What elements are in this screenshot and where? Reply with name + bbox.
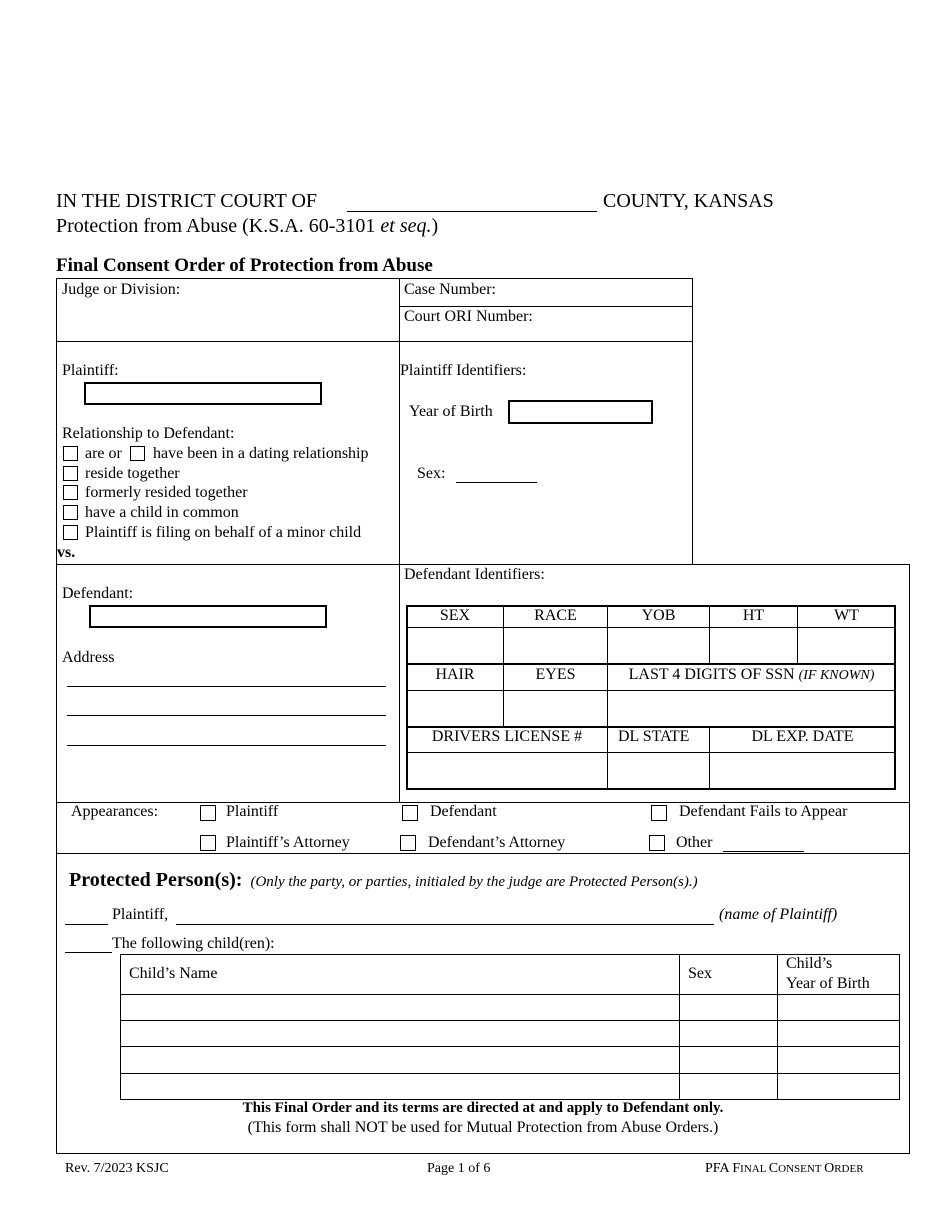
defendant-label: Defendant: <box>62 585 134 602</box>
form-name-onsent: ONSENT <box>778 1163 825 1175</box>
relationship-label: Relationship to Defendant: <box>62 425 235 442</box>
defendant-identifiers-table <box>406 605 896 790</box>
county-suffix: COUNTY, KANSAS <box>603 190 774 212</box>
plaintiff-name-input[interactable] <box>84 382 322 405</box>
col-child-sex: Sex <box>688 965 712 982</box>
box-border <box>56 341 693 342</box>
box-border <box>56 564 910 565</box>
rel-reside-checkbox[interactable] <box>63 466 78 481</box>
subtitle-close: ) <box>431 215 439 237</box>
year-of-birth-label: Year of Birth <box>409 403 493 420</box>
table-rule <box>679 954 680 1100</box>
judge-division-label: Judge or Division: <box>62 281 181 298</box>
protected-note: (Only the party, or parties, initialed by the judge are Protected Person(s).) <box>250 874 698 890</box>
box-border <box>56 278 57 1154</box>
box-border <box>399 278 400 803</box>
ssn-label: LAST 4 DIGITS OF SSN <box>628 666 799 683</box>
appear-defendant-checkbox[interactable] <box>402 805 418 821</box>
col-hair: HAIR <box>435 666 475 683</box>
form-name-c: C <box>768 1161 779 1176</box>
children-table <box>120 954 900 1100</box>
col-child-yob-2: Year of Birth <box>786 975 870 992</box>
box-border <box>56 278 693 279</box>
col-child-yob-1: Child’s <box>786 955 833 972</box>
rel-minor-checkbox[interactable] <box>63 525 78 540</box>
col-eyes: EYES <box>535 666 576 683</box>
form-name-o: O <box>824 1161 835 1176</box>
plaintiff-sex-blank[interactable] <box>456 482 537 483</box>
protected-plaintiff-label: Plaintiff, <box>112 906 169 923</box>
appear-other-label: Other <box>676 834 713 851</box>
plaintiff-sex-label: Sex: <box>417 465 446 482</box>
appear-plaintiff-label: Plaintiff <box>226 803 279 820</box>
rel-formerly-label: formerly resided together <box>85 484 248 501</box>
subtitle-main: Protection from Abuse (K.S.A. 60-3101 <box>56 215 381 237</box>
name-of-plaintiff-note: (name of Plaintiff) <box>719 906 838 923</box>
table-rule <box>406 627 896 628</box>
county-blank[interactable] <box>347 211 597 212</box>
address-line-3[interactable] <box>67 745 386 746</box>
table-rule <box>120 994 900 995</box>
box-border <box>399 306 693 307</box>
court-ori-label: Court ORI Number: <box>404 308 533 325</box>
rel-are-checkbox[interactable] <box>63 446 78 461</box>
ssn-if-known: (IF KNOWN) <box>798 668 875 683</box>
form-name <box>705 1161 864 1177</box>
box-border <box>56 1153 910 1154</box>
col-wt: WT <box>834 607 859 624</box>
col-race: RACE <box>534 607 577 624</box>
table-rule <box>406 663 896 665</box>
rel-child-checkbox[interactable] <box>63 505 78 520</box>
plaintiff-yob-input[interactable] <box>508 400 653 424</box>
col-dl: DRIVERS LICENSE # <box>431 728 583 745</box>
form-name-inal: INAL <box>740 1163 769 1175</box>
table-rule <box>406 690 896 691</box>
case-number-label: Case Number: <box>404 281 496 298</box>
box-border <box>909 564 910 1154</box>
court-heading <box>56 190 317 213</box>
appear-fails-label: Defendant Fails to Appear <box>679 803 848 820</box>
table-rule <box>120 1073 900 1074</box>
directive-text: This Final Order and its terms are directed at and apply to Defendant only. <box>242 1100 724 1116</box>
subtitle-italic: et seq. <box>380 215 432 237</box>
revision-note: Rev. 7/2023 KSJC <box>65 1161 169 1176</box>
form-title: Final Consent Order of Protection from Abuse <box>56 255 433 276</box>
appear-defendant-label: Defendant <box>430 803 497 820</box>
col-yob: YOB <box>641 607 676 624</box>
defendant-name-input[interactable] <box>89 605 327 628</box>
appear-plaintiff-checkbox[interactable] <box>200 805 216 821</box>
form-name-f: F <box>732 1161 741 1176</box>
appear-other-checkbox[interactable] <box>649 835 665 851</box>
address-line-2[interactable] <box>67 715 386 716</box>
children-label: The following child(ren): <box>112 935 275 952</box>
children-initial-blank[interactable] <box>65 952 112 953</box>
rel-child-label: have a child in common <box>85 504 239 521</box>
plaintiff-label: Plaintiff: <box>62 362 119 379</box>
defendant-identifiers-label: Defendant Identifiers: <box>404 566 545 583</box>
col-dl-state: DL STATE <box>618 728 690 745</box>
box-border <box>692 278 693 565</box>
appear-plaintiff-attorney-label: Plaintiff’s Attorney <box>226 834 350 851</box>
rel-reside-label: reside together <box>85 465 180 482</box>
plaintiff-initial-blank[interactable] <box>65 924 108 925</box>
page-number: Page 1 of 6 <box>427 1161 491 1176</box>
form-name-pfa: PFA <box>705 1161 733 1176</box>
col-ht: HT <box>742 607 765 624</box>
rel-dating-checkbox[interactable] <box>130 446 145 461</box>
protected-heading: Protected Person(s): <box>69 869 243 891</box>
table-rule <box>120 1020 900 1021</box>
address-line-1[interactable] <box>67 686 386 687</box>
address-label: Address <box>62 649 115 666</box>
plaintiff-identifiers-label: Plaintiff Identifiers: <box>400 362 527 379</box>
col-child-name: Child’s Name <box>129 965 218 982</box>
col-sex: SEX <box>439 607 471 624</box>
appear-plaintiff-attorney-checkbox[interactable] <box>200 835 216 851</box>
statute-subtitle <box>56 215 438 238</box>
appear-fails-checkbox[interactable] <box>651 805 667 821</box>
table-rule <box>777 954 778 1100</box>
col-ssn <box>608 666 895 684</box>
court-prefix: IN THE DISTRICT COURT OF <box>56 190 318 212</box>
table-rule <box>120 1046 900 1047</box>
rel-formerly-checkbox[interactable] <box>63 485 78 500</box>
appear-defendant-attorney-label: Defendant’s Attorney <box>428 834 566 851</box>
col-dl-exp: DL EXP. DATE <box>751 728 854 745</box>
appear-defendant-attorney-checkbox[interactable] <box>400 835 416 851</box>
rel-minor-label: Plaintiff is filing on behalf of a minor child <box>85 524 362 541</box>
form-name-rder: RDER <box>834 1163 864 1175</box>
vs-label: vs. <box>57 544 76 561</box>
protected-heading-row <box>69 869 698 892</box>
rel-are-or-label: are or <box>85 445 122 462</box>
table-rule <box>406 752 896 753</box>
box-border <box>56 853 910 854</box>
mutual-note: (This form shall NOT be used for Mutual Protection from Abuse Orders.) <box>247 1119 719 1136</box>
rel-dating-label: have been in a dating relationship <box>153 445 369 462</box>
plaintiff-name-blank[interactable] <box>176 924 714 925</box>
appear-other-blank[interactable] <box>723 851 804 852</box>
appearances-label: Appearances: <box>71 803 159 820</box>
